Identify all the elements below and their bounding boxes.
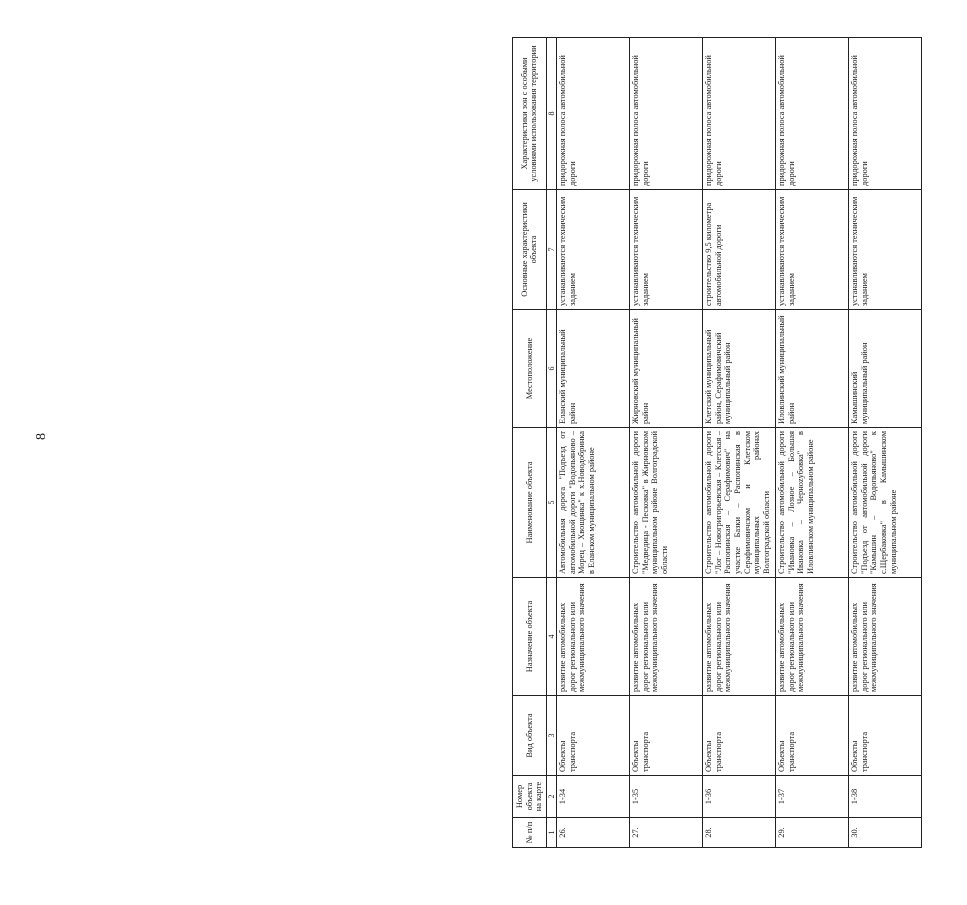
row-number: 29. xyxy=(776,818,849,848)
header-cell: Номер объекта на карте xyxy=(513,776,547,818)
header-cell: Наименование объекта xyxy=(513,428,547,578)
column-number: 5 xyxy=(546,428,556,578)
object-location: Клетский муниципальный район, Серафимовичский муниципальный район xyxy=(703,310,776,428)
object-purpose: развитие автомобильных дорог регионального или межмуниципального значения xyxy=(776,578,849,696)
object-name: Автомобильная дорога "Подъезд от автомобильной дороги "Водопьяново – Морец – Хвощинка" к х.Новодобринка в Еланском муниципальном районе xyxy=(557,428,630,578)
header-cell: Назначение объекта xyxy=(513,578,547,696)
row-number: 30. xyxy=(849,818,922,848)
map-number: 1-34 xyxy=(557,776,630,818)
object-purpose: развитие автомобильных дорог регионального или межмуниципального значения xyxy=(703,578,776,696)
column-number: 1 xyxy=(546,818,556,848)
object-name: Строительство автомобильной дороги "Подъезд от автомобильной дороги "Камышин – Водопьяново" к с.Щербаковка" в Камышинском муниципальном районе xyxy=(849,428,922,578)
object-characteristics: устанавливаются техническим заданием xyxy=(557,190,630,310)
object-kind: Объекты транспорта xyxy=(776,696,849,776)
zone-characteristics: придорожная полоса автомобильной дороги xyxy=(703,38,776,190)
object-location: Камышинский муниципальный район xyxy=(849,310,922,428)
column-number-row xyxy=(546,38,556,848)
object-characteristics: строительство 9,5 километра автомобильной дороги xyxy=(703,190,776,310)
column-number: 7 xyxy=(546,190,556,310)
object-purpose: развитие автомобильных дорог регионального или межмуниципального значения xyxy=(849,578,922,696)
zone-characteristics: придорожная полоса автомобильной дороги xyxy=(776,38,849,190)
objects-table xyxy=(512,37,922,848)
object-purpose: развитие автомобильных дорог регионального или межмуниципального значения xyxy=(630,578,703,696)
object-kind: Объекты транспорта xyxy=(703,696,776,776)
zone-characteristics: придорожная полоса автомобильной дороги xyxy=(557,38,630,190)
object-characteristics: устанавливаются техническим заданием xyxy=(776,190,849,310)
header-cell: Местоположение xyxy=(513,310,547,428)
object-purpose: развитие автомобильных дорог регионального или межмуниципального значения xyxy=(557,578,630,696)
map-number: 1-37 xyxy=(776,776,849,818)
object-characteristics: устанавливаются техническим заданием xyxy=(849,190,922,310)
zone-characteristics: придорожная полоса автомобильной дороги xyxy=(849,38,922,190)
row-number: 26. xyxy=(557,818,630,848)
table-row xyxy=(630,38,703,848)
object-name: Строительство автомобильной дороги "Ивановка – Лозное – Большая Ивановка – Черноzубовка" в Иловлинском муниципальном районе xyxy=(776,428,849,578)
object-name: Строительство автомобильной дороги "Медведица - Песковка" в Жирновском муниципальном районе Волгоградской области xyxy=(630,428,703,578)
row-number: 27. xyxy=(630,818,703,848)
page-number: 8 xyxy=(34,433,49,440)
column-number: 3 xyxy=(546,696,556,776)
object-kind: Объекты транспорта xyxy=(630,696,703,776)
map-number: 1-35 xyxy=(630,776,703,818)
object-kind: Объекты транспорта xyxy=(557,696,630,776)
object-kind: Объекты транспорта xyxy=(849,696,922,776)
table-row xyxy=(557,38,630,848)
header-cell: № п/п xyxy=(513,818,547,848)
object-location: Еланский муниципальный район xyxy=(557,310,630,428)
row-number: 28. xyxy=(703,818,776,848)
table-row xyxy=(703,38,776,848)
header-cell: Основные характеристики объекта xyxy=(513,190,547,310)
zone-characteristics: придорожная полоса автомобильной дороги xyxy=(630,38,703,190)
column-number: 6 xyxy=(546,310,556,428)
column-number: 2 xyxy=(546,776,556,818)
object-location: Жирновский муниципальный район xyxy=(630,310,703,428)
map-number: 1-36 xyxy=(703,776,776,818)
map-number: 1-38 xyxy=(849,776,922,818)
rotated-table xyxy=(512,38,967,848)
object-location: Иловлинский муниципальный район xyxy=(776,310,849,428)
table-row xyxy=(849,38,922,848)
column-number: 8 xyxy=(546,38,556,190)
header-cell: Характеристики зон с особыми условиями использования территории xyxy=(513,38,547,190)
table-row xyxy=(776,38,849,848)
object-name: Строительство автомобильной дороги "Лог – Новогригорьевская – Клетская – Распопинская – Серафимович" на участке Базки – Распопинская в Серафимовичском и Клетском муниципальных районах Волгоградской области xyxy=(703,428,776,578)
header-row xyxy=(513,38,547,848)
object-characteristics: устанавливаются техническим заданием xyxy=(630,190,703,310)
header-cell: Вид объекта xyxy=(513,696,547,776)
column-number: 4 xyxy=(546,578,556,696)
